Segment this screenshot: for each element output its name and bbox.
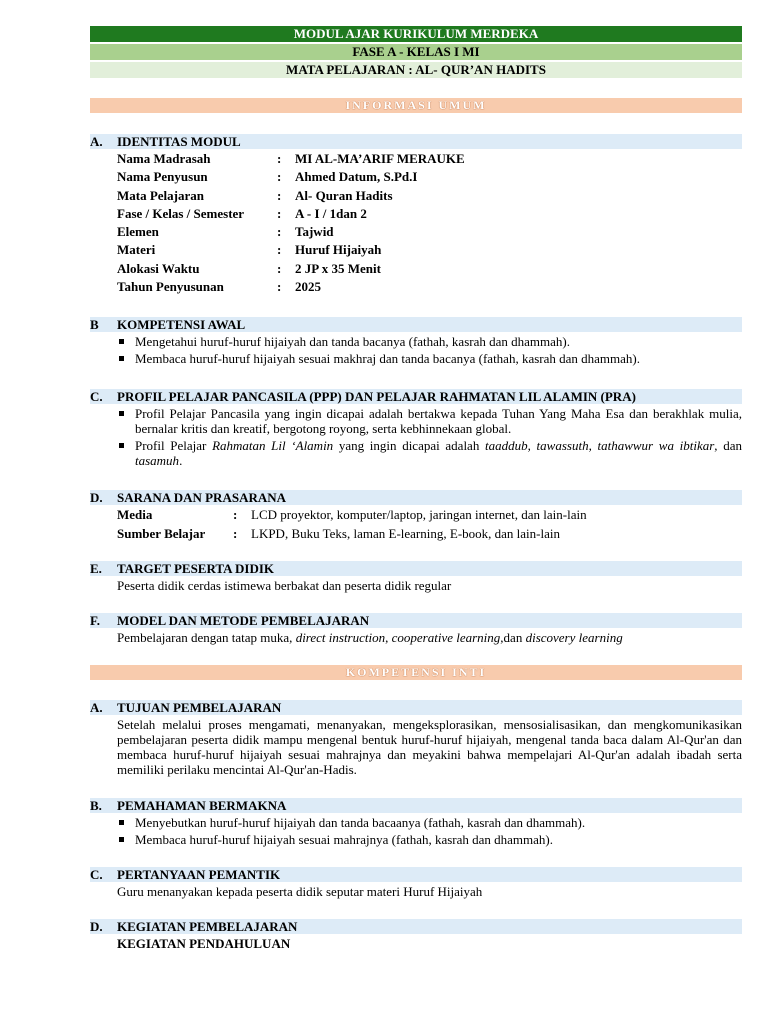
row-value: A - I / 1dan 2 xyxy=(295,205,367,221)
heading-title: TUJUAN PEMBELAJARAN xyxy=(117,700,282,716)
heading-kegiatan-pembelajaran xyxy=(90,919,742,934)
heading-identitas-modul xyxy=(90,134,742,149)
heading-letter: C. xyxy=(90,867,103,883)
italic-run: Rahmatan Lil ‘Alamin xyxy=(212,438,334,454)
heading-pemahaman-bermakna xyxy=(90,798,742,813)
row-key: Materi xyxy=(117,242,156,258)
heading-pertanyaan-pemantik xyxy=(90,867,742,882)
row-separator: : xyxy=(277,169,282,185)
heading-title: MODEL DAN METODE PEMBELAJARAN xyxy=(117,613,370,629)
heading-tujuan-pembelajaran xyxy=(90,700,742,715)
pemahaman-content xyxy=(90,815,742,847)
heading-title: KOMPETENSI AWAL xyxy=(117,317,246,333)
row-separator: : xyxy=(233,507,238,523)
text-run: yang ingin dicapai adalah xyxy=(333,438,486,454)
identitas-row xyxy=(117,205,742,223)
row-value: 2 JP x 35 Menit xyxy=(295,260,381,276)
row-separator: : xyxy=(233,525,238,541)
heading-letter: E. xyxy=(90,561,102,577)
heading-letter: B xyxy=(90,317,99,333)
heading-title: PEMAHAMAN BERMAKNA xyxy=(117,798,287,814)
heading-target-peserta xyxy=(90,561,742,576)
heading-sarana-prasarana xyxy=(90,490,742,505)
row-key: Media xyxy=(117,507,153,523)
row-value: Huruf Hijaiyah xyxy=(295,242,382,258)
heading-letter: B. xyxy=(90,798,102,814)
pertanyaan-text: Guru menanyakan kepada peserta didik seputar materi Huruf Hijaiyah xyxy=(117,884,483,900)
row-separator: : xyxy=(277,205,282,221)
tujuan-content xyxy=(90,717,742,777)
kegiatan-subheading: KEGIATAN PENDAHULUAN xyxy=(117,936,291,952)
kompetensi-awal-list xyxy=(117,334,742,366)
pertanyaan-content xyxy=(90,884,742,899)
pemahaman-list xyxy=(117,815,742,847)
italic-run: taaddub, tawassuth, tathawwur wa ibtikar xyxy=(485,438,715,454)
row-separator: : xyxy=(277,151,282,166)
row-separator: : xyxy=(277,224,282,240)
italic-run: cooperative learning xyxy=(391,630,501,646)
subject-banner: MATA PELAJARAN : AL- QUR’AN HADITS xyxy=(90,62,742,78)
row-key: Elemen xyxy=(117,224,159,240)
row-key: Nama Madrasah xyxy=(117,151,211,166)
identitas-row xyxy=(117,187,742,205)
identitas-row xyxy=(117,278,742,296)
heading-letter: D. xyxy=(90,919,103,935)
text-run: , dan xyxy=(714,438,742,454)
list-item: Menyebutkan huruf-huruf hijaiyah dan tanda bacaanya (fathah, kasrah dan dhammah). xyxy=(117,815,742,830)
profil-content xyxy=(90,406,742,468)
phase-banner: FASE A - KELAS I MI xyxy=(90,44,742,60)
heading-model-metode xyxy=(90,613,742,628)
list-item: Profil Pelajar Pancasila yang ingin dicapai adalah bertakwa kepada Tuhan Yang Maha Esa dan berakhlak mulia, bernalar kritis dan kreatif, bergotong royong, serta kebhinnekaan global. xyxy=(117,406,742,436)
identitas-row xyxy=(117,150,742,168)
row-value: MI AL-MA’ARIF MERAUKE xyxy=(295,151,465,166)
target-text: Peserta didik cerdas istimewa berbakat dan peserta didik regular xyxy=(117,578,452,594)
text-run: , xyxy=(385,630,392,646)
model-content xyxy=(90,630,742,645)
row-separator: : xyxy=(277,260,282,276)
heading-kompetensi-awal xyxy=(90,317,742,332)
row-value: Al- Quran Hadits xyxy=(295,187,393,203)
list-item: Membaca huruf-huruf hijaiyah sesuai makhraj dan tanda bacanya (fathah, kasrah dan dhammah). xyxy=(117,351,742,366)
heading-profil-pelajar xyxy=(90,389,742,404)
text-run: . xyxy=(179,453,183,469)
heading-title: PERTANYAAN PEMANTIK xyxy=(117,867,281,883)
sarana-row xyxy=(117,525,742,544)
sarana-table xyxy=(90,506,742,543)
document-title: MODUL AJAR KURIKULUM MERDEKA xyxy=(90,26,742,42)
row-value: LCD proyektor, komputer/laptop, jaringan internet, dan lain-lain xyxy=(251,507,587,523)
italic-run: discovery learning xyxy=(525,630,623,646)
heading-title: IDENTITAS MODUL xyxy=(117,134,241,149)
section-kompetensi-inti: KOMPETENSI INTI xyxy=(90,665,742,680)
heading-letter: D. xyxy=(90,490,103,506)
row-key: Nama Penyusun xyxy=(117,169,208,185)
row-value: LKPD, Buku Teks, laman E-learning, E-book, dan lain-lain xyxy=(251,525,560,541)
sarana-row xyxy=(117,506,742,525)
row-key: Alokasi Waktu xyxy=(117,260,200,276)
target-content xyxy=(90,578,742,593)
row-key: Mata Pelajaran xyxy=(117,187,205,203)
text-run: ,dan xyxy=(500,630,526,646)
heading-title: SARANA DAN PRASARANA xyxy=(117,490,287,506)
row-separator: : xyxy=(277,187,282,203)
heading-title: KEGIATAN PEMBELAJARAN xyxy=(117,919,298,935)
heading-letter: C. xyxy=(90,389,103,405)
kegiatan-content xyxy=(90,936,742,951)
model-text xyxy=(117,630,742,645)
row-value: Tajwid xyxy=(295,224,334,240)
italic-run: tasamuh xyxy=(135,453,180,469)
text-run: Pembelajaran dengan tatap muka, xyxy=(117,630,296,646)
row-key: Fase / Kelas / Semester xyxy=(117,205,245,221)
identitas-table xyxy=(90,150,742,296)
kompetensi-awal-content xyxy=(90,334,742,366)
heading-letter: A. xyxy=(90,700,103,716)
heading-title: PROFIL PELAJAR PANCASILA (PPP) DAN PELAJAR RAHMATAN LIL ALAMIN (PRA) xyxy=(117,389,636,405)
profil-list xyxy=(117,406,742,468)
row-key: Tahun Penyusunan xyxy=(117,279,224,295)
row-key: Sumber Belajar xyxy=(117,525,206,541)
identitas-row xyxy=(117,168,742,186)
row-separator: : xyxy=(277,242,282,258)
identitas-row xyxy=(117,223,742,241)
identitas-row xyxy=(117,241,742,259)
list-item: Membaca huruf-huruf hijaiyah sesuai mahrajnya (fathah, kasrah dan dhammah). xyxy=(117,832,742,847)
italic-run: direct instruction xyxy=(295,630,386,646)
row-value: Ahmed Datum, S.Pd.I xyxy=(295,169,418,185)
heading-title: TARGET PESERTA DIDIK xyxy=(117,561,275,577)
identitas-row xyxy=(117,260,742,278)
list-item xyxy=(117,438,742,468)
heading-letter: F. xyxy=(90,613,100,629)
section-informasi-umum: INFORMASI UMUM xyxy=(90,98,742,113)
row-separator: : xyxy=(277,279,282,295)
text-run: Profil Pelajar xyxy=(135,438,213,454)
document-page xyxy=(90,26,742,951)
row-value: 2025 xyxy=(295,279,321,295)
heading-letter: A. xyxy=(90,134,103,149)
list-item: Mengetahui huruf-huruf hijaiyah dan tanda bacanya (fathah, kasrah dan dhammah). xyxy=(117,334,742,349)
tujuan-text: Setelah melalui proses mengamati, menanyakan, mengeksplorasikan, mensosialisasikan, dan mengkomunikasikan pembelajaran peserta didik mampu mengenal bentuk huruf-huruf hijaiyah, mengenal tanda baca dalam Al-Qur'an dan membaca huruf-huruf hijaiyah sesuai mahrajnya dan meyakini bahwa mempelajari Al-Qur'an adalah ibadah serta memiliki perilaku mencintai Al-Qur'an-Hadis. xyxy=(117,717,742,778)
